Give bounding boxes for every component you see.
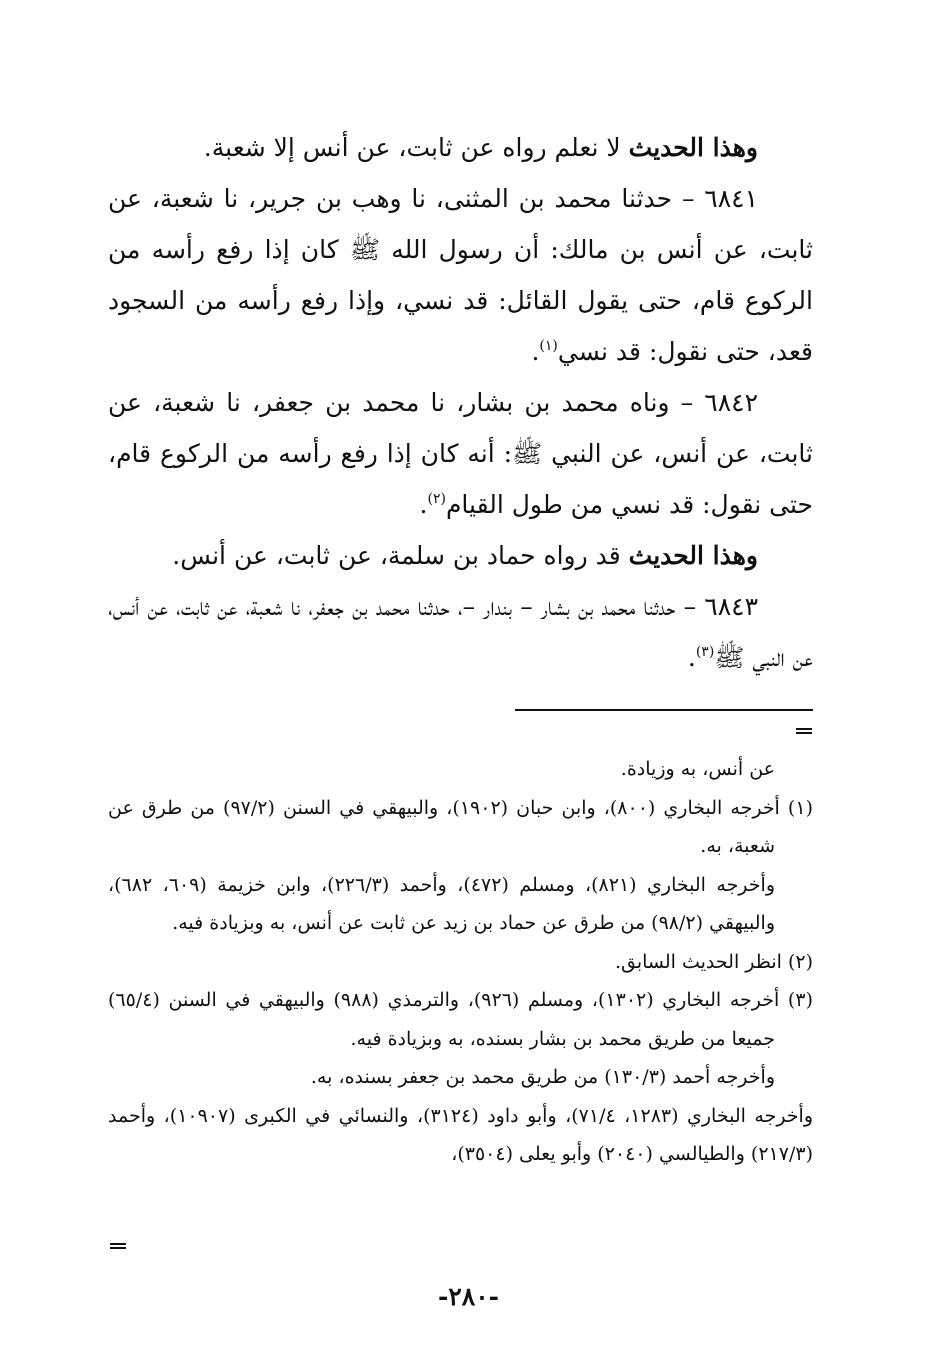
footnote-ref-3: (٣) [695, 644, 715, 660]
hadith-text: ٦٨٤٣ – حدثنا محمد بن بشار – بندار –، حدثنا محمد بن جعفر، نا شعبة، عن ثابت، عن أنس، عن النبي ﷺ [108, 592, 813, 672]
paragraph-intro [108, 122, 813, 173]
footnote-3-more: وأخرجه البخاري (١٢٨٣، ٧١/٤)، وأبو داود (٣١٢٤)، والنسائي في الكبرى (١٠٩٠٧)، وأحمد (٢١٧/٣) والطيالسي (٢٠٤٠) وأبو يعلى (٣٥٠٤)، [108, 1104, 814, 1165]
hadith-text: ٦٨٤٢ – وناه محمد بن بشار، نا محمد بن جعفر، نا شعبة، عن ثابت، عن أنس، عن النبي ﷺ: أنه كان إذا رفع رأسه من الركوع قام، حتى نقول: قد نسي من طول القيام [108, 388, 813, 519]
hadith-6842 [108, 377, 813, 530]
continuation-mark-end [110, 1243, 126, 1249]
bold-heading: وهذا الحديث [628, 133, 758, 162]
sentence-end: . [419, 490, 428, 519]
footnote-ref-1: (١) [539, 338, 558, 354]
sentence-end: . [531, 337, 540, 366]
footnote-carryover: عن أنس، به وزيادة. [620, 758, 775, 780]
paragraph-text: لا نعلم رواه عن ثابت، عن أنس إلا شعبة. [203, 133, 629, 162]
footnote-1-continued: وأخرجه البخاري (٨٢١)، ومسلم (٤٧٢)، وأحمد (٢٢٦/٣)، وابن خزيمة (٦٠٩، ٦٨٢)، والبيهقي (٩٨/٢) من طرق عن حماد بن زيد عن ثابت عن أنس، به وبزيادة فيه. [108, 873, 775, 934]
hadith-text: ٦٨٤١ – حدثنا محمد بن المثنى، نا وهب بن جرير، نا شعبة، عن ثابت، عن أنس بن مالك: أن رسول الله ﷺ كان إذا رفع رأسه من الركوع قام، حتى يقول القائل: قد نسي، وإذا رفع رأسه من السجود قعد، حتى نقول: قد نسي [108, 184, 813, 366]
hadith-6843 [108, 581, 813, 683]
bold-heading: وهذا الحديث [628, 541, 758, 570]
sentence-end: . [687, 643, 696, 672]
footnotes [108, 750, 813, 1174]
footnote-separator [515, 709, 813, 711]
paragraph-hammad [108, 530, 813, 581]
footnote-1: (١) أخرجه البخاري (٨٠٠)، وابن حبان (١٩٠٢)، والبيهقي في السنن (٩٧/٢) من طرق عن شعبة، به. [108, 796, 813, 857]
footnote-ref-2: (٢) [427, 491, 446, 507]
page-number: -٢٨٠- [437, 1282, 500, 1311]
footnote-2: (٢) انظر الحديث السابق. [614, 950, 813, 973]
continuation-mark [796, 728, 812, 734]
paragraph-text: قد رواه حماد بن سلمة، عن ثابت، عن أنس. [172, 541, 629, 570]
main-text [108, 122, 813, 683]
footnote-3-continued: وأخرجه أحمد (١٣٠/٣) من طريق محمد بن جعفر بسنده، به. [310, 1066, 775, 1088]
hadith-6841 [108, 173, 813, 377]
footnote-3: (٣) أخرجه البخاري (١٣٠٢)، ومسلم (٩٢٦)، والترمذي (٩٨٨) والبيهقي في السنن (٦٥/٤) جميعا من طريق محمد بن بشار بسنده، به وبزيادة فيه. [108, 989, 813, 1050]
